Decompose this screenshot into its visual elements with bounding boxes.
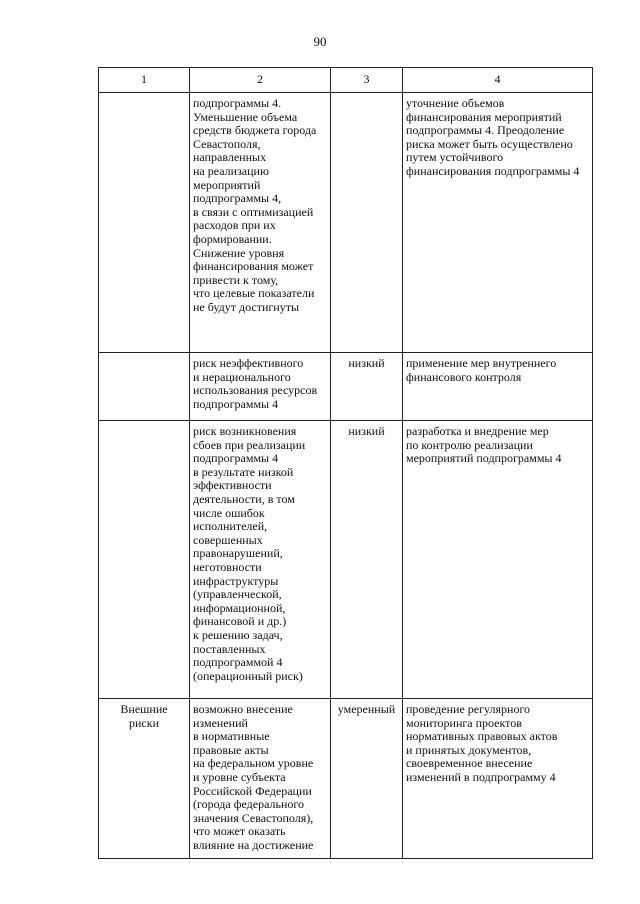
cell-text-line: эффективности [193,478,272,493]
table-row [99,93,593,353]
cell-text-line: риск неэффективного [193,356,304,370]
cell-text-line: подпрограммой 4 [193,655,283,670]
cell-text-line: и уровне субъекта [193,769,286,784]
cell-text-line: что может оказать [193,824,286,839]
cell-text-line: риск возникновения [193,424,297,438]
cell-text-line: использования ресурсов [193,383,318,398]
cell-text-line: мероприятий подпрограммы 4 [406,451,562,466]
risk-description-cell [190,353,331,421]
column-header-2: 2 [190,68,331,93]
page-number: 90 [313,34,327,49]
cell-text-line: привести к тому, [193,272,279,287]
cell-text-line: своевременное внесение [406,756,533,771]
table-row [99,699,593,859]
cell-text-line: правонарушений, [193,546,283,561]
cell-text-line: на федеральном уровне [193,756,314,771]
cell-text-line: разработка и внедрение мер [406,424,549,438]
cell-text-line: Снижение уровня [193,245,285,260]
risk-description-cell [190,699,331,859]
cell-text-line: финансирования может [193,259,314,274]
cell-text-line: и нерационального [193,369,291,384]
cell-text-line: мероприятий [193,177,261,192]
cell-text-line: проведение регулярного [406,702,531,716]
cell-text-line: путем устойчивого [406,150,504,165]
risk-level-cell: умеренный [331,699,403,859]
cell-text-line: финансовой и др.) [193,614,287,629]
cell-text-line: исполнителей, [193,519,268,534]
cell-text-line: поставленных [193,641,266,656]
cell-text-line: риски [129,715,159,730]
cell-text-line: подпрограммы 4, [193,191,282,206]
risk-level-cell [331,93,403,353]
cell-text-line: применение мер внутреннего [406,356,557,370]
cell-text-line: инфраструктуры [193,573,279,588]
risk-level-cell: низкий [331,421,403,699]
cell-text-line: Севастополя, [193,136,261,151]
cell-text-line: в связи с оптимизацией [193,204,314,219]
column-header-4: 4 [403,68,593,93]
risk-measures-cell [403,93,593,353]
risk-measures-cell [403,421,593,699]
cell-text-line: Российской Федерации [193,783,312,798]
risk-category-cell [99,699,190,859]
cell-text-line: формировании. [193,231,272,246]
cell-text-line: сбоев при реализации [193,437,306,452]
cell-text-line: изменений в подпрограмму 4 [406,769,556,784]
cell-text-line: нормативных правовых актов [406,729,558,744]
cell-text-line: финансирования подпрограммы 4 [406,163,580,178]
cell-text-line: возможно внесение [193,702,293,716]
risk-measures-cell [403,353,593,421]
risk-description-cell [190,93,331,353]
cell-text-line: влияние на достижение [193,837,314,852]
risk-category-cell [99,421,190,699]
cell-text-line: финансового контроля [406,369,522,384]
cell-text-line: подпрограммы 4 [193,451,279,466]
cell-text-line: совершенных [193,532,263,547]
cell-text-line: финансирования мероприятий [406,109,562,124]
risk-measures-cell [403,699,593,859]
cell-text-line: в нормативные [193,729,270,744]
table-row [99,353,593,421]
cell-text-line: мониторинга проектов [406,715,522,730]
cell-text-line: подпрограммы 4. [193,96,282,110]
cell-text-line: риска может быть осуществлено [406,136,573,151]
cell-text-line: в результате низкой [193,464,294,479]
cell-text-line: информационной, [193,600,286,615]
risk-category-cell [99,93,190,353]
cell-text-line: значения Севастополя), [193,810,314,825]
cell-text-line: расходов при их [193,218,276,233]
cell-text-line: Уменьшение объема [193,109,298,124]
cell-text-line: на реализацию [193,163,269,178]
cell-text-line: Внешние [120,702,168,716]
cell-text-line: не будут достигнуты [193,299,300,314]
cell-text-line: (управленческой, [193,587,282,602]
cell-text-line: (города федерального [193,797,305,812]
cell-text-line: изменений [193,715,248,730]
risk-description-cell [190,421,331,699]
cell-text-line: направленных [193,150,267,165]
risk-level-cell: низкий [331,353,403,421]
cell-text-line: подпрограммы 4. Преодоление [406,123,565,138]
column-header-3: 3 [331,68,403,93]
cell-text-line: правовые акты [193,742,269,757]
cell-text-line: средств бюджета города [193,123,317,138]
table-row [99,421,593,699]
table-header-row [99,68,593,93]
cell-text-line: что целевые показатели [193,286,315,301]
risk-table [98,67,593,859]
cell-text-line: уточнение объемов [406,96,505,110]
cell-text-line: числе ошибок [193,505,265,520]
cell-text-line: к решению задач, [193,627,283,642]
cell-text-line: (операционный риск) [193,668,303,683]
risk-category-cell [99,353,190,421]
cell-text-line: деятельности, в том [193,491,295,506]
column-header-1: 1 [99,68,190,93]
cell-text-line: и принятых документов, [406,742,532,757]
cell-text-line: по контролю реализации [406,437,533,452]
cell-text-line: подпрограммы 4 [193,396,279,411]
cell-text-line: неготовности [193,559,262,574]
